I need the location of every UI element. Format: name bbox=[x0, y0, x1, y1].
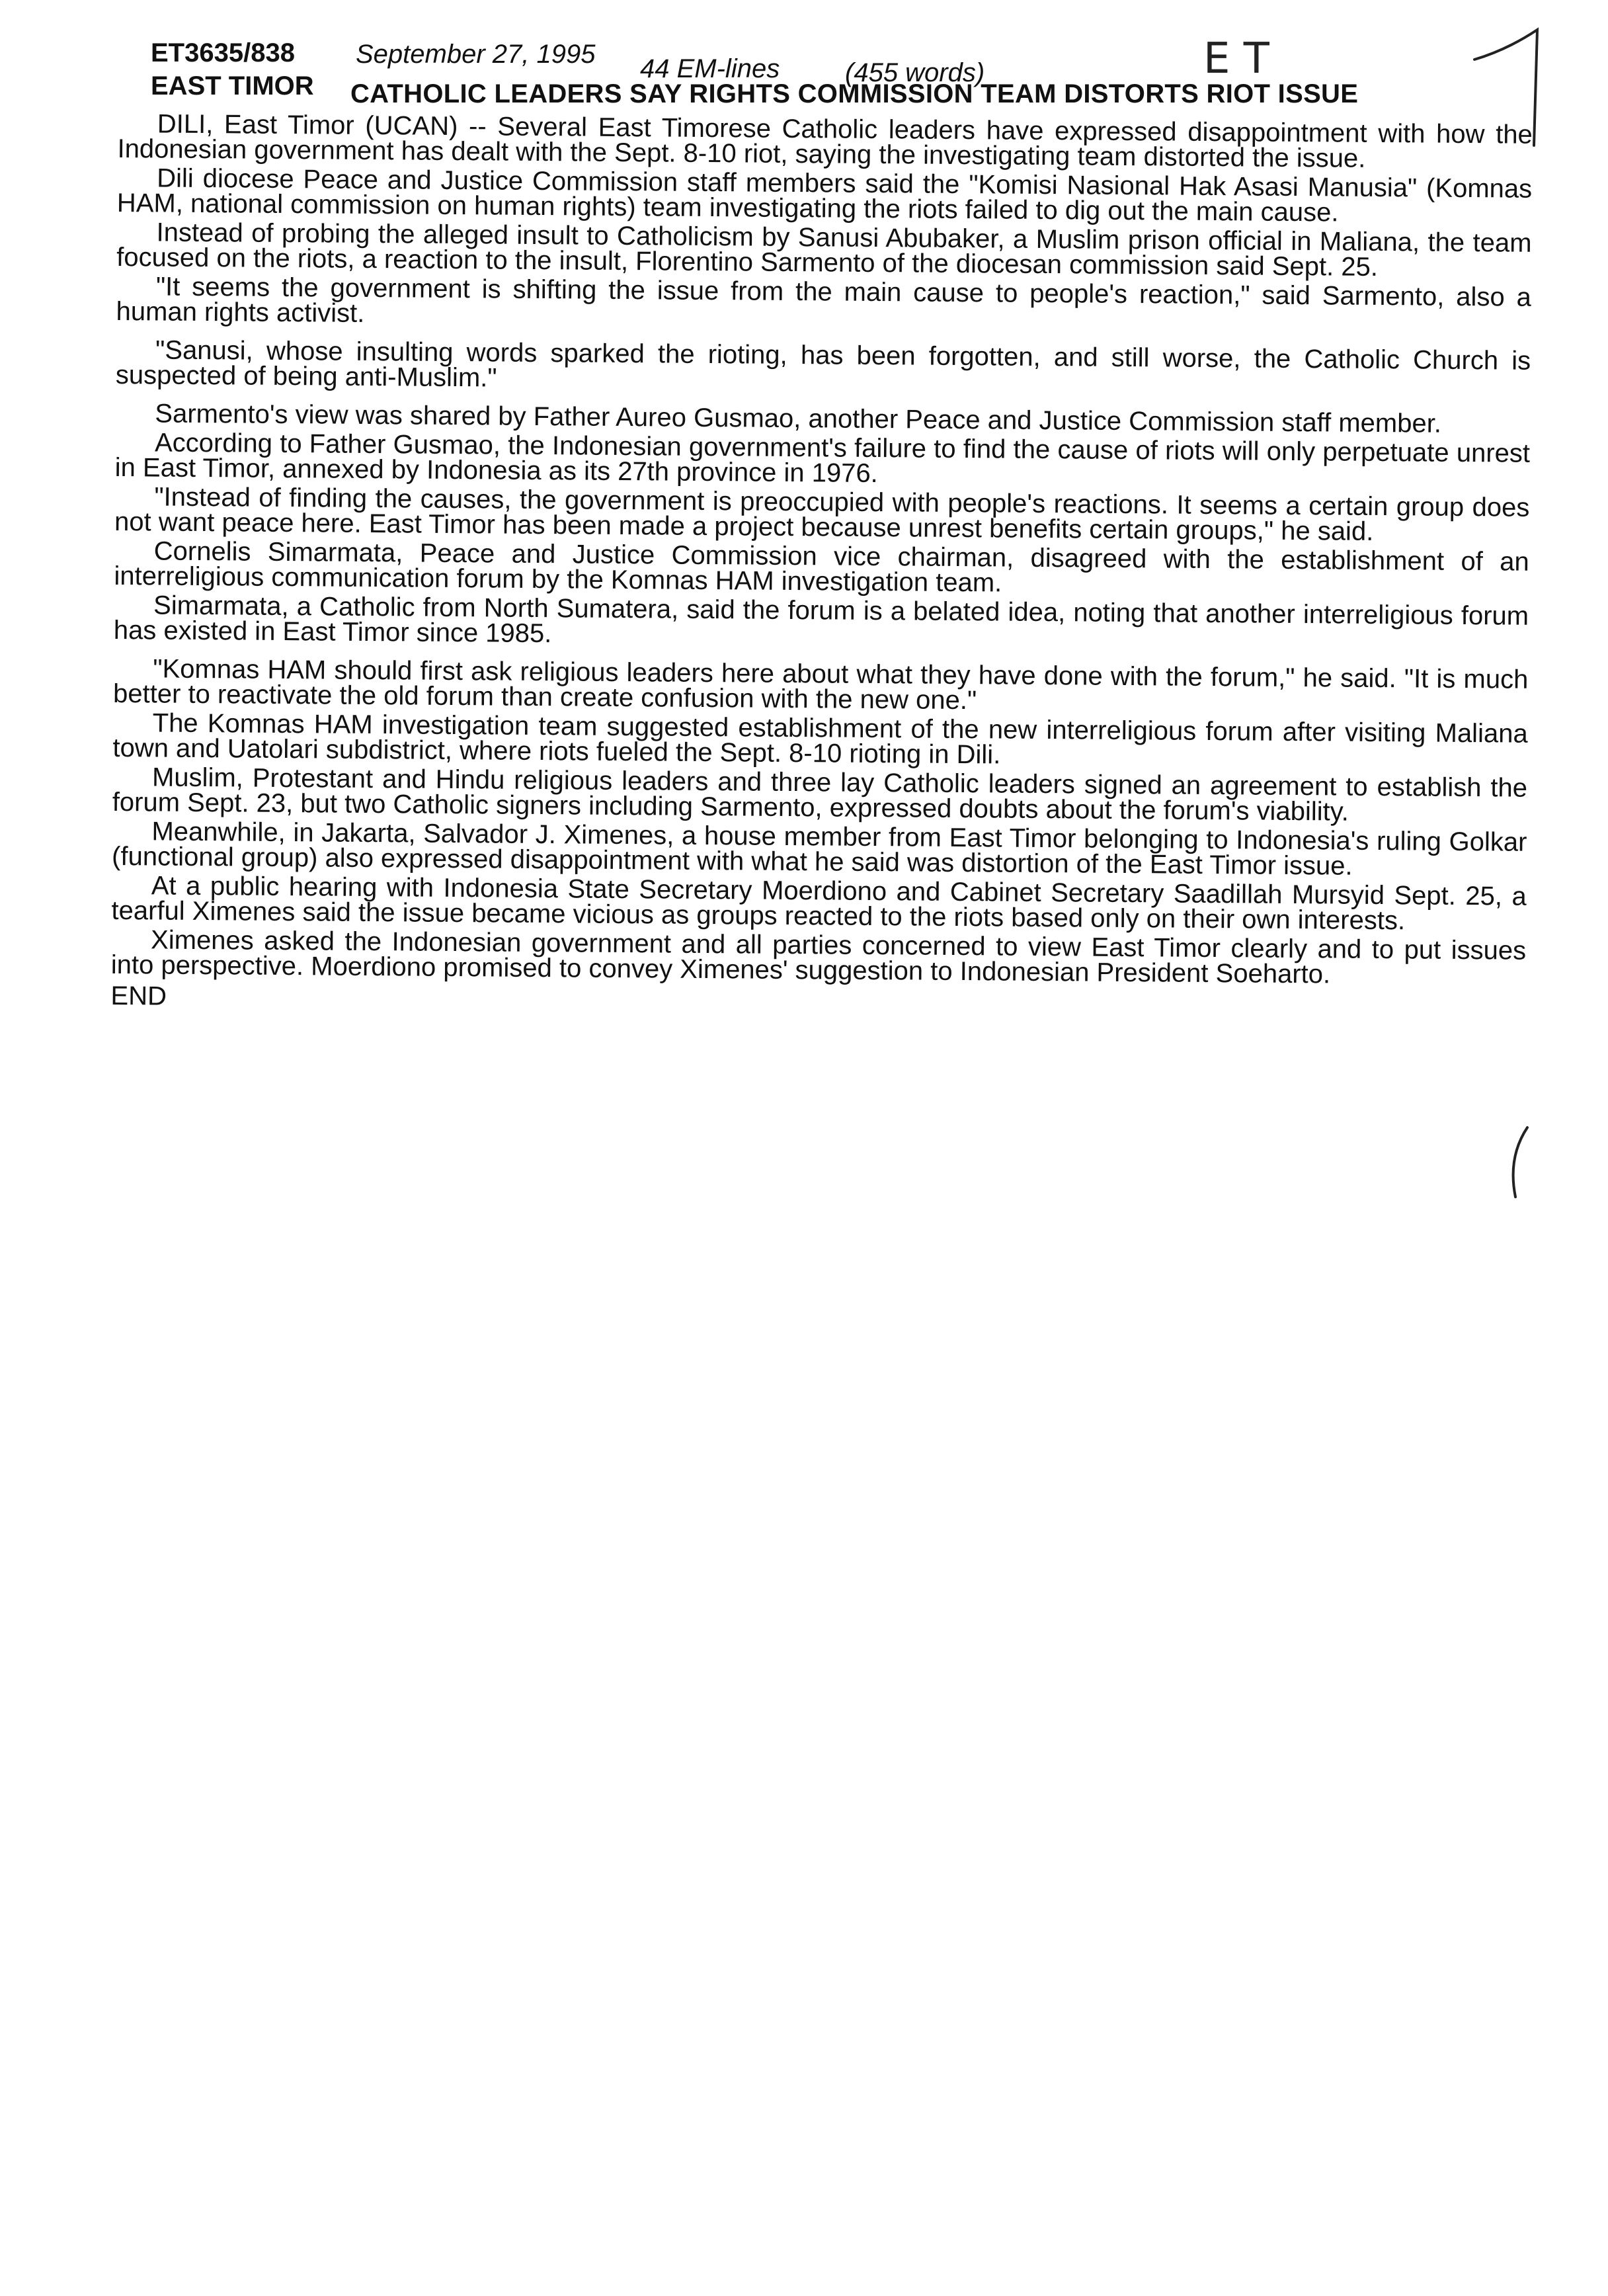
paragraph-12: The Komnas HAM investigation team suggested establishment of the new interreligious forum after visiting Maliana town and Uatolari subdistrict, where riots fueled the Sept. 8-10 rioting in Dili. bbox=[112, 708, 1528, 770]
section-label: EAST TIMOR bbox=[151, 71, 314, 101]
paragraph-9: Cornelis Simarmata, Peace and Justice Commission vice chairman, disagreed with the establishment of an interreligious communication forum by the Komnas HAM investigation team. bbox=[114, 536, 1529, 598]
paragraph-14: Meanwhile, in Jakarta, Salvador J. Ximenes, a house member from East Timor belonging to Indonesia's ruling Golkar (functional group) also expressed disappointment with what he said was distortion of the East Timor issue. bbox=[111, 817, 1527, 881]
paragraph-3: Instead of probing the alleged insult to Catholicism by Sanusi Abubaker, a Muslim prison official in Maliana, the team focused on the riots, a reaction to the insult, Florentino Sarmento of the diocesan commission said Sept. 25. bbox=[116, 218, 1532, 282]
story-slug: ET3635/838 bbox=[151, 38, 295, 67]
paragraph-11: "Komnas HAM should first ask religious leaders here about what they have done with the forum," he said. "It is much better to reactivate the old forum than create confusion with the new one." bbox=[112, 654, 1529, 716]
article-body bbox=[110, 111, 1533, 1022]
end-marker: END bbox=[110, 981, 167, 1011]
paragraph-4: "It seems the government is shifting the issue from the main cause to people's reaction," said Sarmento, also a human rights activist. bbox=[116, 272, 1532, 328]
paragraph-13: Muslim, Protestant and Hindu religious leaders and three lay Catholic leaders signed an agreement to establish the forum Sept. 23, but two Catholic signers including Sarmento, expressed doubts about the forum's viability. bbox=[112, 762, 1528, 827]
paragraph-5: "Sanusi, whose insulting words sparked the rioting, has been forgotten, and still worse, the Catholic Church is suspected of being anti-Muslim." bbox=[115, 335, 1531, 393]
story-length: 44 EM-lines bbox=[640, 54, 780, 83]
paragraph-15: At a public hearing with Indonesia State Secretary Moerdiono and Cabinet Secretary Saadillah Mursyid Sept. 25, a tearful Ximenes said the issue became vicious as groups reacted to the riots based only on their own interests. bbox=[111, 871, 1527, 936]
story-word-count: (455 words) bbox=[845, 58, 985, 87]
paragraph-10: Simarmata, a Catholic from North Sumatera, said the forum is a belated idea, noting that another interreligious forum has existed in East Timor since 1985. bbox=[113, 591, 1529, 649]
paragraph-1: DILI, East Timor (UCAN) -- Several East Timorese Catholic leaders have expressed disappointment with how the Indonesian government has dealt with the Sept. 8-10 riot, saying the investigating team distorted the issue. bbox=[117, 109, 1533, 173]
story-date: September 27, 1995 bbox=[356, 40, 596, 69]
paragraph-16: Ximenes asked the Indonesian government and all parties concerned to view East Timor clearly and to put issues into perspective. Moerdiono promised to convey Ximenes' suggestion to Indonesian President Soeharto. bbox=[110, 925, 1527, 989]
handwritten-initials: E T bbox=[1203, 34, 1269, 83]
paragraph-6: Sarmento's view was shared by Father Aureo Gusmao, another Peace and Justice Commission staff member. bbox=[155, 399, 1442, 438]
paragraph-7: According to Father Gusmao, the Indonesian government's failure to find the cause of riots will only perpetuate unrest in East Timor, annexed by Indonesia as its 27th province in 1976. bbox=[114, 428, 1531, 489]
paragraph-2: Dili diocese Peace and Justice Commission staff members said the "Komisi Nasional Hak Asasi Manusia" (Komnas HAM, national commission on human rights) team investigating the riots failed to dig out the main cause. bbox=[116, 163, 1533, 227]
paragraph-8: "Instead of finding the causes, the government is preoccupied with people's reactions. It seems a certain group does not want peace here. East Timor has been made a project because unrest benefits certain groups," he said. bbox=[114, 482, 1530, 546]
headline: CATHOLIC LEADERS SAY RIGHTS COMMISSION TEAM DISTORTS RIOT ISSUE bbox=[350, 79, 1359, 108]
handwritten-paren-mark bbox=[1501, 1124, 1541, 1204]
